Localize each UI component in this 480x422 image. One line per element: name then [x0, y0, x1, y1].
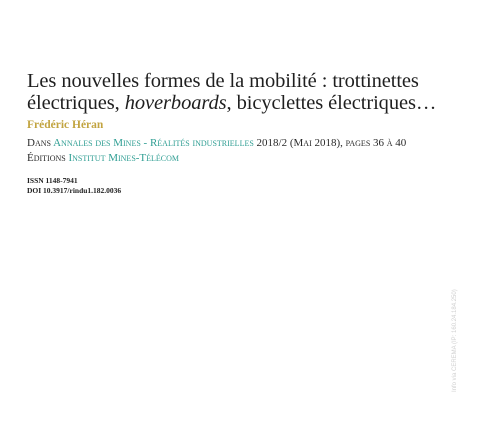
dans-label: Dans: [27, 137, 51, 149]
issn: ISSN 1148-7941: [27, 176, 78, 185]
publisher-link[interactable]: Institut Mines-Télécom: [68, 152, 180, 164]
doi: DOI 10.3917/rindu1.182.0036: [27, 186, 122, 195]
author-link[interactable]: Frédéric Héran: [27, 119, 104, 131]
pages-info: , pages 36 à 40: [340, 137, 407, 149]
source-line: [27, 136, 447, 151]
editions-label: Éditions: [27, 152, 66, 164]
article-header: [27, 70, 447, 196]
publisher-line: [27, 151, 447, 166]
title-text-end: , bicyclettes électriques…: [226, 92, 437, 114]
identifiers: [27, 176, 447, 196]
article-title[interactable]: [27, 70, 447, 114]
issue-info: 2018/2 (Mai 2018): [256, 137, 341, 149]
title-italic-text: hoverboards: [124, 92, 227, 114]
side-watermark: Info via CEREMA (IP: 160.24.184.250): [452, 289, 458, 392]
title-text: Les nouvelles formes de la mobilité : trottinettes électriques,: [27, 70, 419, 114]
journal-link[interactable]: Annales des Mines - Réalités industrielles: [53, 137, 254, 149]
